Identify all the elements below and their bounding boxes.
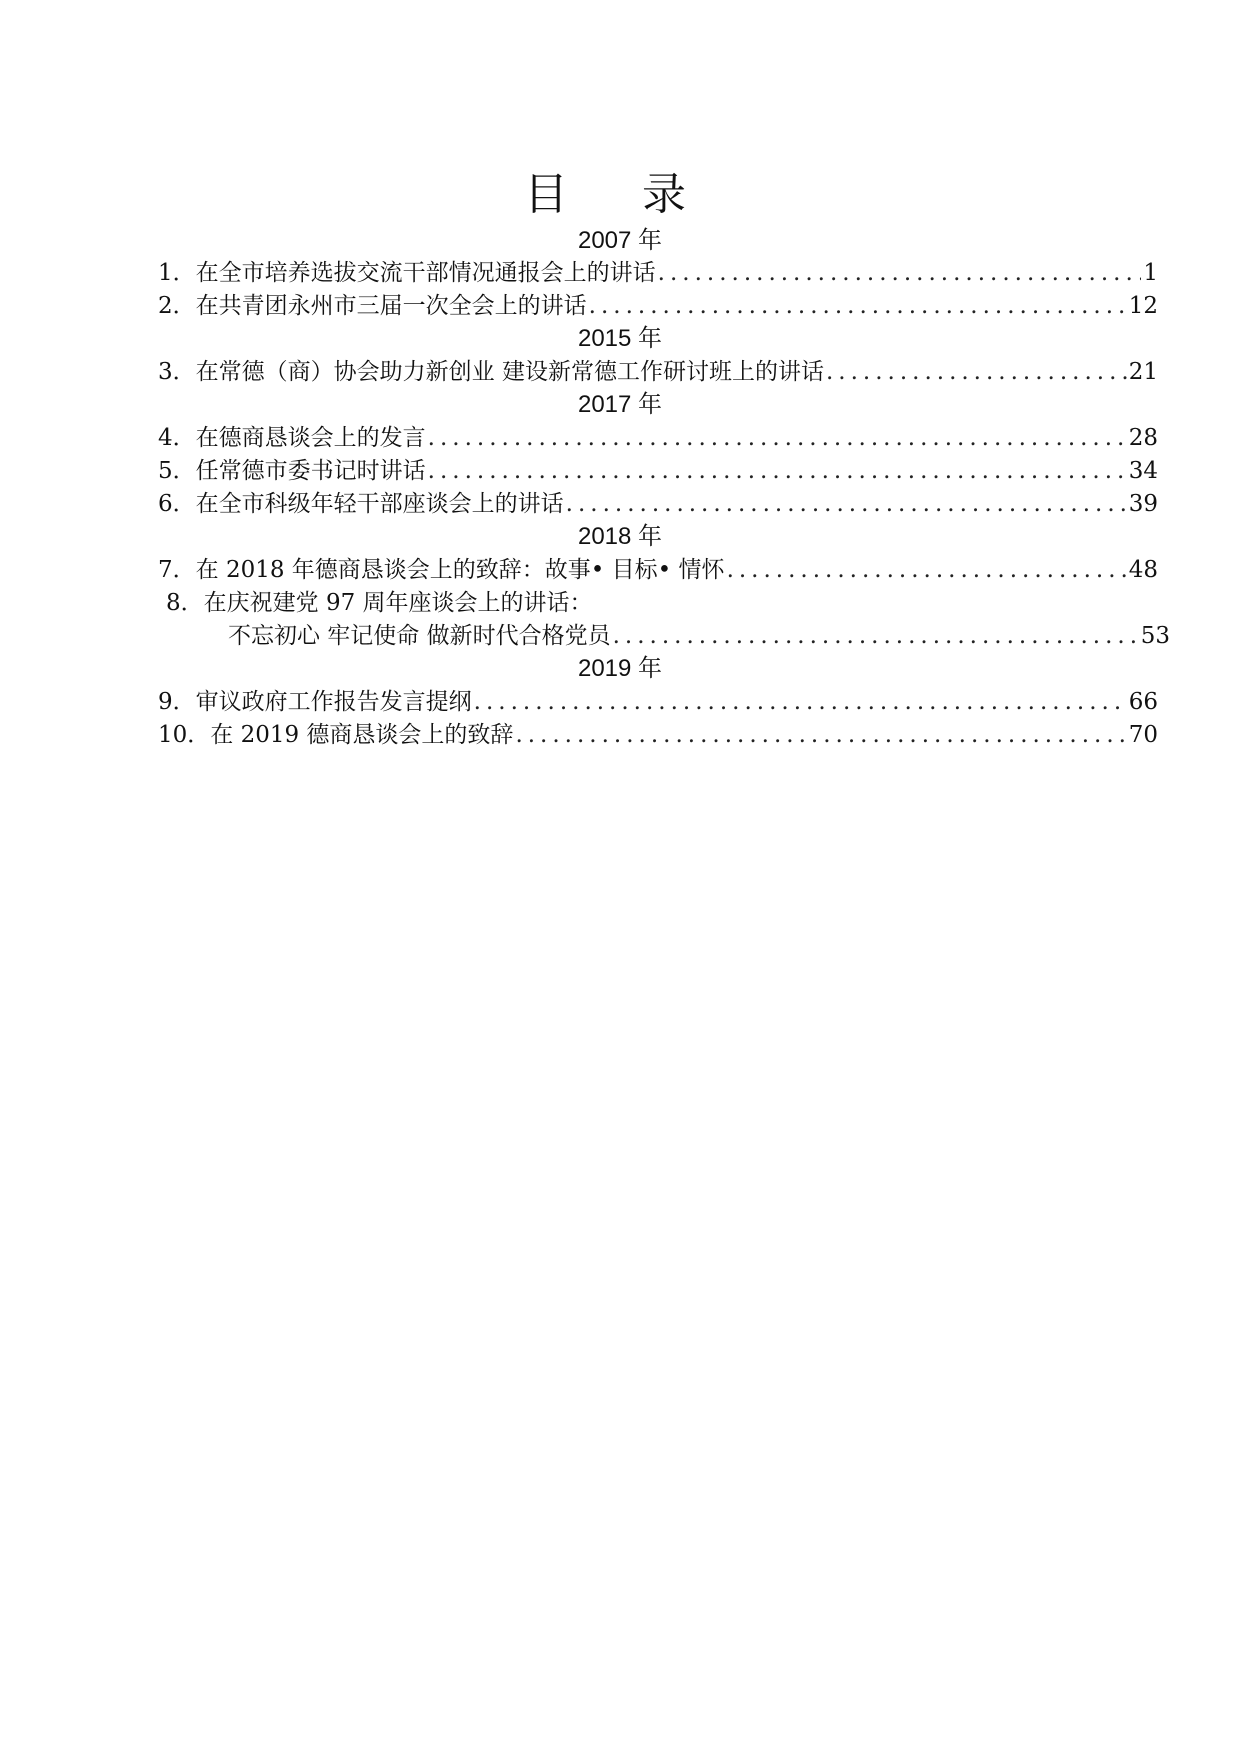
toc-entry-10[interactable] [158, 719, 1158, 751]
entry-number: 7． [158, 557, 196, 583]
dot-leader [727, 554, 1127, 586]
page-title: 目 录 [524, 169, 716, 220]
entry-title: 在 2019 德商恳谈会上的致辞 [210, 722, 514, 748]
section-year-2019: 2019 年 [577, 655, 663, 682]
entry-number: 8． [166, 590, 204, 616]
entry-title: 在全市培养选拔交流干部情况通报会上的讲话 [195, 260, 656, 286]
section-year-2018: 2018 年 [577, 523, 663, 550]
entry-title: 任常德市委书记时讲话 [195, 458, 426, 484]
dot-leader [428, 422, 1127, 454]
entry-page-number: 39 [1128, 491, 1158, 517]
toc-entry-8-heading[interactable] [166, 587, 593, 619]
toc-entry-5[interactable] [158, 455, 1158, 487]
entry-title: 在共青团永州市三届一次全会上的讲话 [195, 293, 587, 319]
entry-number: 4． [158, 425, 196, 451]
toc-entry-6[interactable] [158, 488, 1158, 520]
entry-page-number: 70 [1128, 722, 1158, 748]
entry-title: 审议政府工作报告发言提纲 [195, 689, 472, 715]
entry-title: 在德商恳谈会上的发言 [195, 425, 426, 451]
entry-title: 在庆祝建党 97 周年座谈会上的讲话： [203, 590, 593, 616]
dot-leader [428, 455, 1127, 487]
entry-page-number: 12 [1128, 293, 1158, 319]
entry-page-number: 53 [1140, 623, 1170, 649]
entry-page-number: 66 [1128, 689, 1158, 715]
entry-page-number: 1 [1143, 260, 1158, 286]
toc-entry-3[interactable] [158, 356, 1158, 388]
toc-entry-9[interactable] [158, 686, 1158, 718]
dot-leader [515, 719, 1126, 751]
section-year-2017: 2017 年 [577, 391, 663, 418]
toc-entry-1[interactable] [158, 257, 1158, 289]
dot-leader [589, 290, 1127, 322]
entry-number: 1． [158, 260, 196, 286]
entry-subtitle: 不忘初心 牢记使命 做新时代合格党员 [228, 623, 611, 649]
entry-page-number: 28 [1128, 425, 1158, 451]
entry-number: 6． [158, 491, 196, 517]
entry-number: 10． [158, 722, 211, 748]
section-year-2007: 2007 年 [577, 227, 663, 254]
entry-number: 9． [158, 689, 196, 715]
toc-entry-2[interactable] [158, 290, 1158, 322]
entry-number: 5． [158, 458, 196, 484]
section-year-2015: 2015 年 [577, 325, 663, 352]
dot-leader [474, 686, 1127, 718]
dot-leader [613, 620, 1139, 652]
entry-page-number: 34 [1128, 458, 1158, 484]
entry-page-number: 48 [1128, 557, 1158, 583]
entry-title: 在 2018 年德商恳谈会上的致辞：故事• 目标• 情怀 [195, 557, 725, 583]
entry-number: 2． [158, 293, 196, 319]
toc-entry-4[interactable] [158, 422, 1158, 454]
entry-number: 3． [158, 359, 196, 385]
dot-leader [658, 257, 1142, 289]
toc-entry-7[interactable] [158, 554, 1158, 586]
entry-title: 在全市科级年轻干部座谈会上的讲话 [195, 491, 564, 517]
entry-page-number: 21 [1128, 359, 1158, 385]
entry-title: 在常德（商）协会助力新创业 建设新常德工作研讨班上的讲话 [195, 359, 824, 385]
dot-leader [826, 356, 1127, 388]
toc-entry-8[interactable] [228, 620, 1170, 652]
dot-leader [566, 488, 1127, 520]
